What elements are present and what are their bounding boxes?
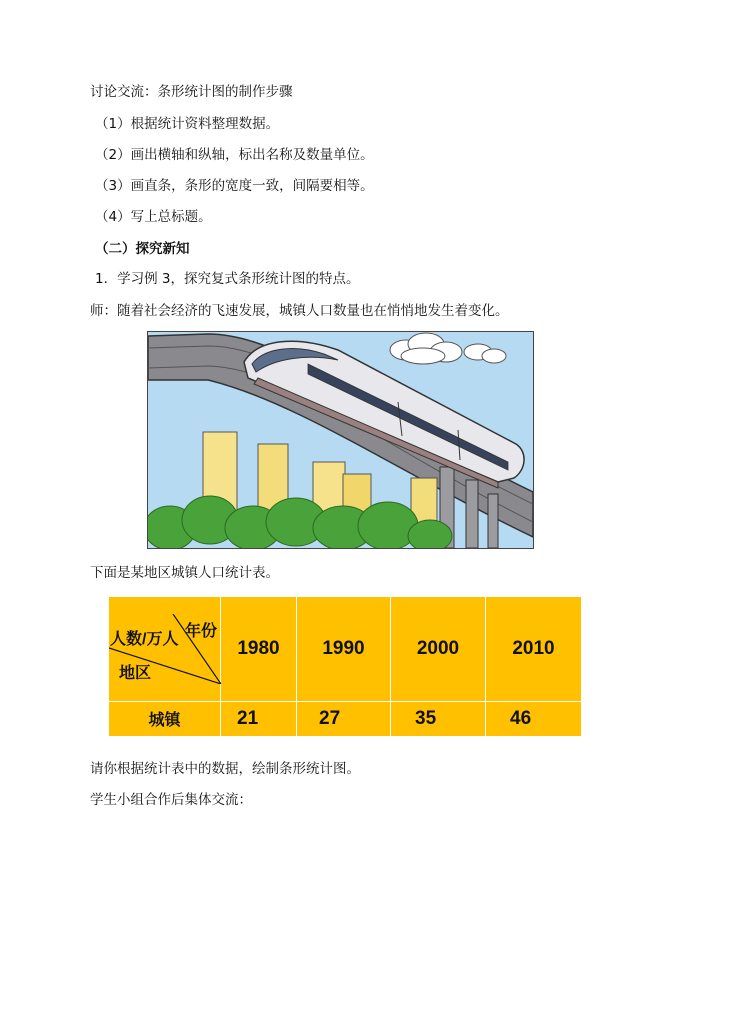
population-table [108, 596, 582, 737]
year-cell: 2000 [391, 597, 486, 702]
year-cell: 2010 [486, 597, 582, 702]
section-heading: （二）探究新知 [95, 241, 190, 257]
cloud-icon [390, 333, 462, 364]
row-label-town: 城镇 [109, 701, 221, 736]
step-2: （2）画出横轴和纵轴，标出名称及数量单位。 [95, 147, 374, 163]
group-exchange: 学生小组合作后集体交流： [90, 792, 252, 808]
value-cell: 27 [297, 701, 391, 736]
cloud-small-icon [464, 344, 506, 363]
step-1: （1）根据统计资料整理数据。 [95, 116, 280, 132]
discussion-heading: 讨论交流：条形统计图的制作步骤 [90, 84, 293, 100]
header-count-unit: 人数/万人 [110, 630, 179, 648]
example-intro: 1．学习例 3，探究复式条形统计图的特点。 [95, 271, 360, 287]
header-corner-cell [109, 597, 221, 702]
step-3: （3）画直条，条形的宽度一致，间隔要相等。 [95, 178, 374, 194]
trees [148, 496, 452, 548]
monorail-illustration [147, 331, 534, 549]
header-year: 年份 [185, 622, 218, 640]
value-cell: 21 [221, 701, 297, 736]
value-cell: 35 [391, 701, 486, 736]
table-intro: 下面是某地区城镇人口统计表。 [90, 565, 279, 581]
header-region: 地区 [119, 664, 152, 682]
task-instruction: 请你根据统计表中的数据，绘制条形统计图。 [90, 761, 360, 777]
table-row [109, 701, 582, 736]
value-cell: 46 [486, 701, 582, 736]
year-cell: 1980 [221, 597, 297, 702]
step-4: （4）写上总标题。 [95, 209, 212, 225]
teacher-remark: 师：随着社会经济的飞速发展，城镇人口数量也在悄悄地发生着变化。 [90, 303, 509, 319]
year-cell: 1990 [297, 597, 391, 702]
table-header-row [109, 597, 582, 702]
